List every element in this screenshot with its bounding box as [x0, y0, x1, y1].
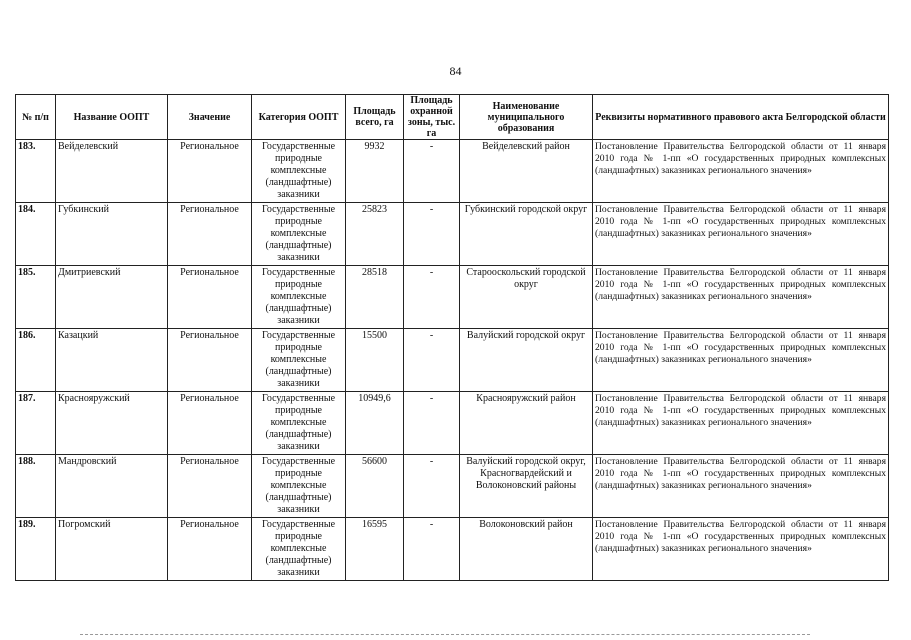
row-name: Губкинский: [56, 203, 168, 266]
row-municipality: Волоконовский район: [460, 518, 593, 581]
row-legal-act: Постановление Правительства Белгородской области от 11 января 2010 года № 1-пп «О государственных природных комплексных (ландшафтных) заказниках регионального значения»: [593, 392, 889, 455]
row-category: Государственные природные комплексные (ландшафтные) заказники: [252, 455, 346, 518]
row-name: Вейделевский: [56, 140, 168, 203]
row-area-buffer: -: [404, 140, 460, 203]
row-legal-act: Постановление Правительства Белгородской области от 11 января 2010 года № 1-пп «О государственных природных комплексных (ландшафтных) заказниках регионального значения»: [593, 203, 889, 266]
row-area-total: 56600: [346, 455, 404, 518]
header-category: Категория ООПТ: [252, 95, 346, 140]
row-area-buffer: -: [404, 203, 460, 266]
row-area-buffer: -: [404, 518, 460, 581]
row-name: Казацкий: [56, 329, 168, 392]
row-area-buffer: -: [404, 455, 460, 518]
table-row: [16, 329, 889, 392]
row-num: 183.: [16, 140, 56, 203]
row-category: Государственные природные комплексные (ландшафтные) заказники: [252, 329, 346, 392]
row-municipality: Валуйский городской округ, Красногвардейский и Волоконовский районы: [460, 455, 593, 518]
row-num: 189.: [16, 518, 56, 581]
row-num: 188.: [16, 455, 56, 518]
header-significance: Значение: [168, 95, 252, 140]
row-area-total: 25823: [346, 203, 404, 266]
row-num: 184.: [16, 203, 56, 266]
row-municipality: Губкинский городской округ: [460, 203, 593, 266]
row-legal-act: Постановление Правительства Белгородской области от 11 января 2010 года № 1-пп «О государственных природных комплексных (ландшафтных) заказниках регионального значения»: [593, 329, 889, 392]
header-municipality: Наименование муниципального образования: [460, 95, 593, 140]
row-category: Государственные природные комплексные (ландшафтные) заказники: [252, 392, 346, 455]
table-row: [16, 266, 889, 329]
header-num: № п/п: [16, 95, 56, 140]
row-name: Мандровский: [56, 455, 168, 518]
row-category: Государственные природные комплексные (ландшафтные) заказники: [252, 203, 346, 266]
row-name: Дмитриевский: [56, 266, 168, 329]
row-area-buffer: -: [404, 266, 460, 329]
row-significance: Региональное: [168, 455, 252, 518]
row-name: Краснояружский: [56, 392, 168, 455]
row-name: Погромский: [56, 518, 168, 581]
header-area-buffer: Площадь охранной зоны, тыс. га: [404, 95, 460, 140]
row-legal-act: Постановление Правительства Белгородской области от 11 января 2010 года № 1-пп «О государственных природных комплексных (ландшафтных) заказниках регионального значения»: [593, 140, 889, 203]
row-area-total: 10949,6: [346, 392, 404, 455]
row-significance: Региональное: [168, 266, 252, 329]
row-municipality: Валуйский городской округ: [460, 329, 593, 392]
row-area-buffer: -: [404, 329, 460, 392]
row-num: 186.: [16, 329, 56, 392]
table-header-row: [16, 95, 889, 140]
row-significance: Региональное: [168, 392, 252, 455]
row-category: Государственные природные комплексные (ландшафтные) заказники: [252, 518, 346, 581]
header-name: Название ООПТ: [56, 95, 168, 140]
header-area-total: Площадь всего, га: [346, 95, 404, 140]
row-legal-act: Постановление Правительства Белгородской области от 11 января 2010 года № 1-пп «О государственных природных комплексных (ландшафтных) заказниках регионального значения»: [593, 266, 889, 329]
row-significance: Региональное: [168, 140, 252, 203]
table-row: [16, 203, 889, 266]
row-municipality: Вейделевский район: [460, 140, 593, 203]
row-area-total: 15500: [346, 329, 404, 392]
row-area-total: 9932: [346, 140, 404, 203]
row-legal-act: Постановление Правительства Белгородской области от 11 января 2010 года № 1-пп «О государственных природных комплексных (ландшафтных) заказниках регионального значения»: [593, 518, 889, 581]
footer-divider: [80, 634, 810, 636]
row-significance: Региональное: [168, 203, 252, 266]
table-row: [16, 392, 889, 455]
row-num: 185.: [16, 266, 56, 329]
row-area-total: 28518: [346, 266, 404, 329]
table-row: [16, 518, 889, 581]
row-area-buffer: -: [404, 392, 460, 455]
row-municipality: Старооскольский городской округ: [460, 266, 593, 329]
row-significance: Региональное: [168, 329, 252, 392]
row-municipality: Краснояружский район: [460, 392, 593, 455]
row-category: Государственные природные комплексные (ландшафтные) заказники: [252, 266, 346, 329]
page-number: 84: [449, 64, 462, 78]
row-area-total: 16595: [346, 518, 404, 581]
table-row: [16, 140, 889, 203]
header-legal-act: Реквизиты нормативного правового акта Белгородской области: [593, 95, 889, 140]
protected-areas-table: [15, 94, 889, 581]
row-category: Государственные природные комплексные (ландшафтные) заказники: [252, 140, 346, 203]
row-num: 187.: [16, 392, 56, 455]
table-row: [16, 455, 889, 518]
row-significance: Региональное: [168, 518, 252, 581]
row-legal-act: Постановление Правительства Белгородской области от 11 января 2010 года № 1-пп «О государственных природных комплексных (ландшафтных) заказниках регионального значения»: [593, 455, 889, 518]
